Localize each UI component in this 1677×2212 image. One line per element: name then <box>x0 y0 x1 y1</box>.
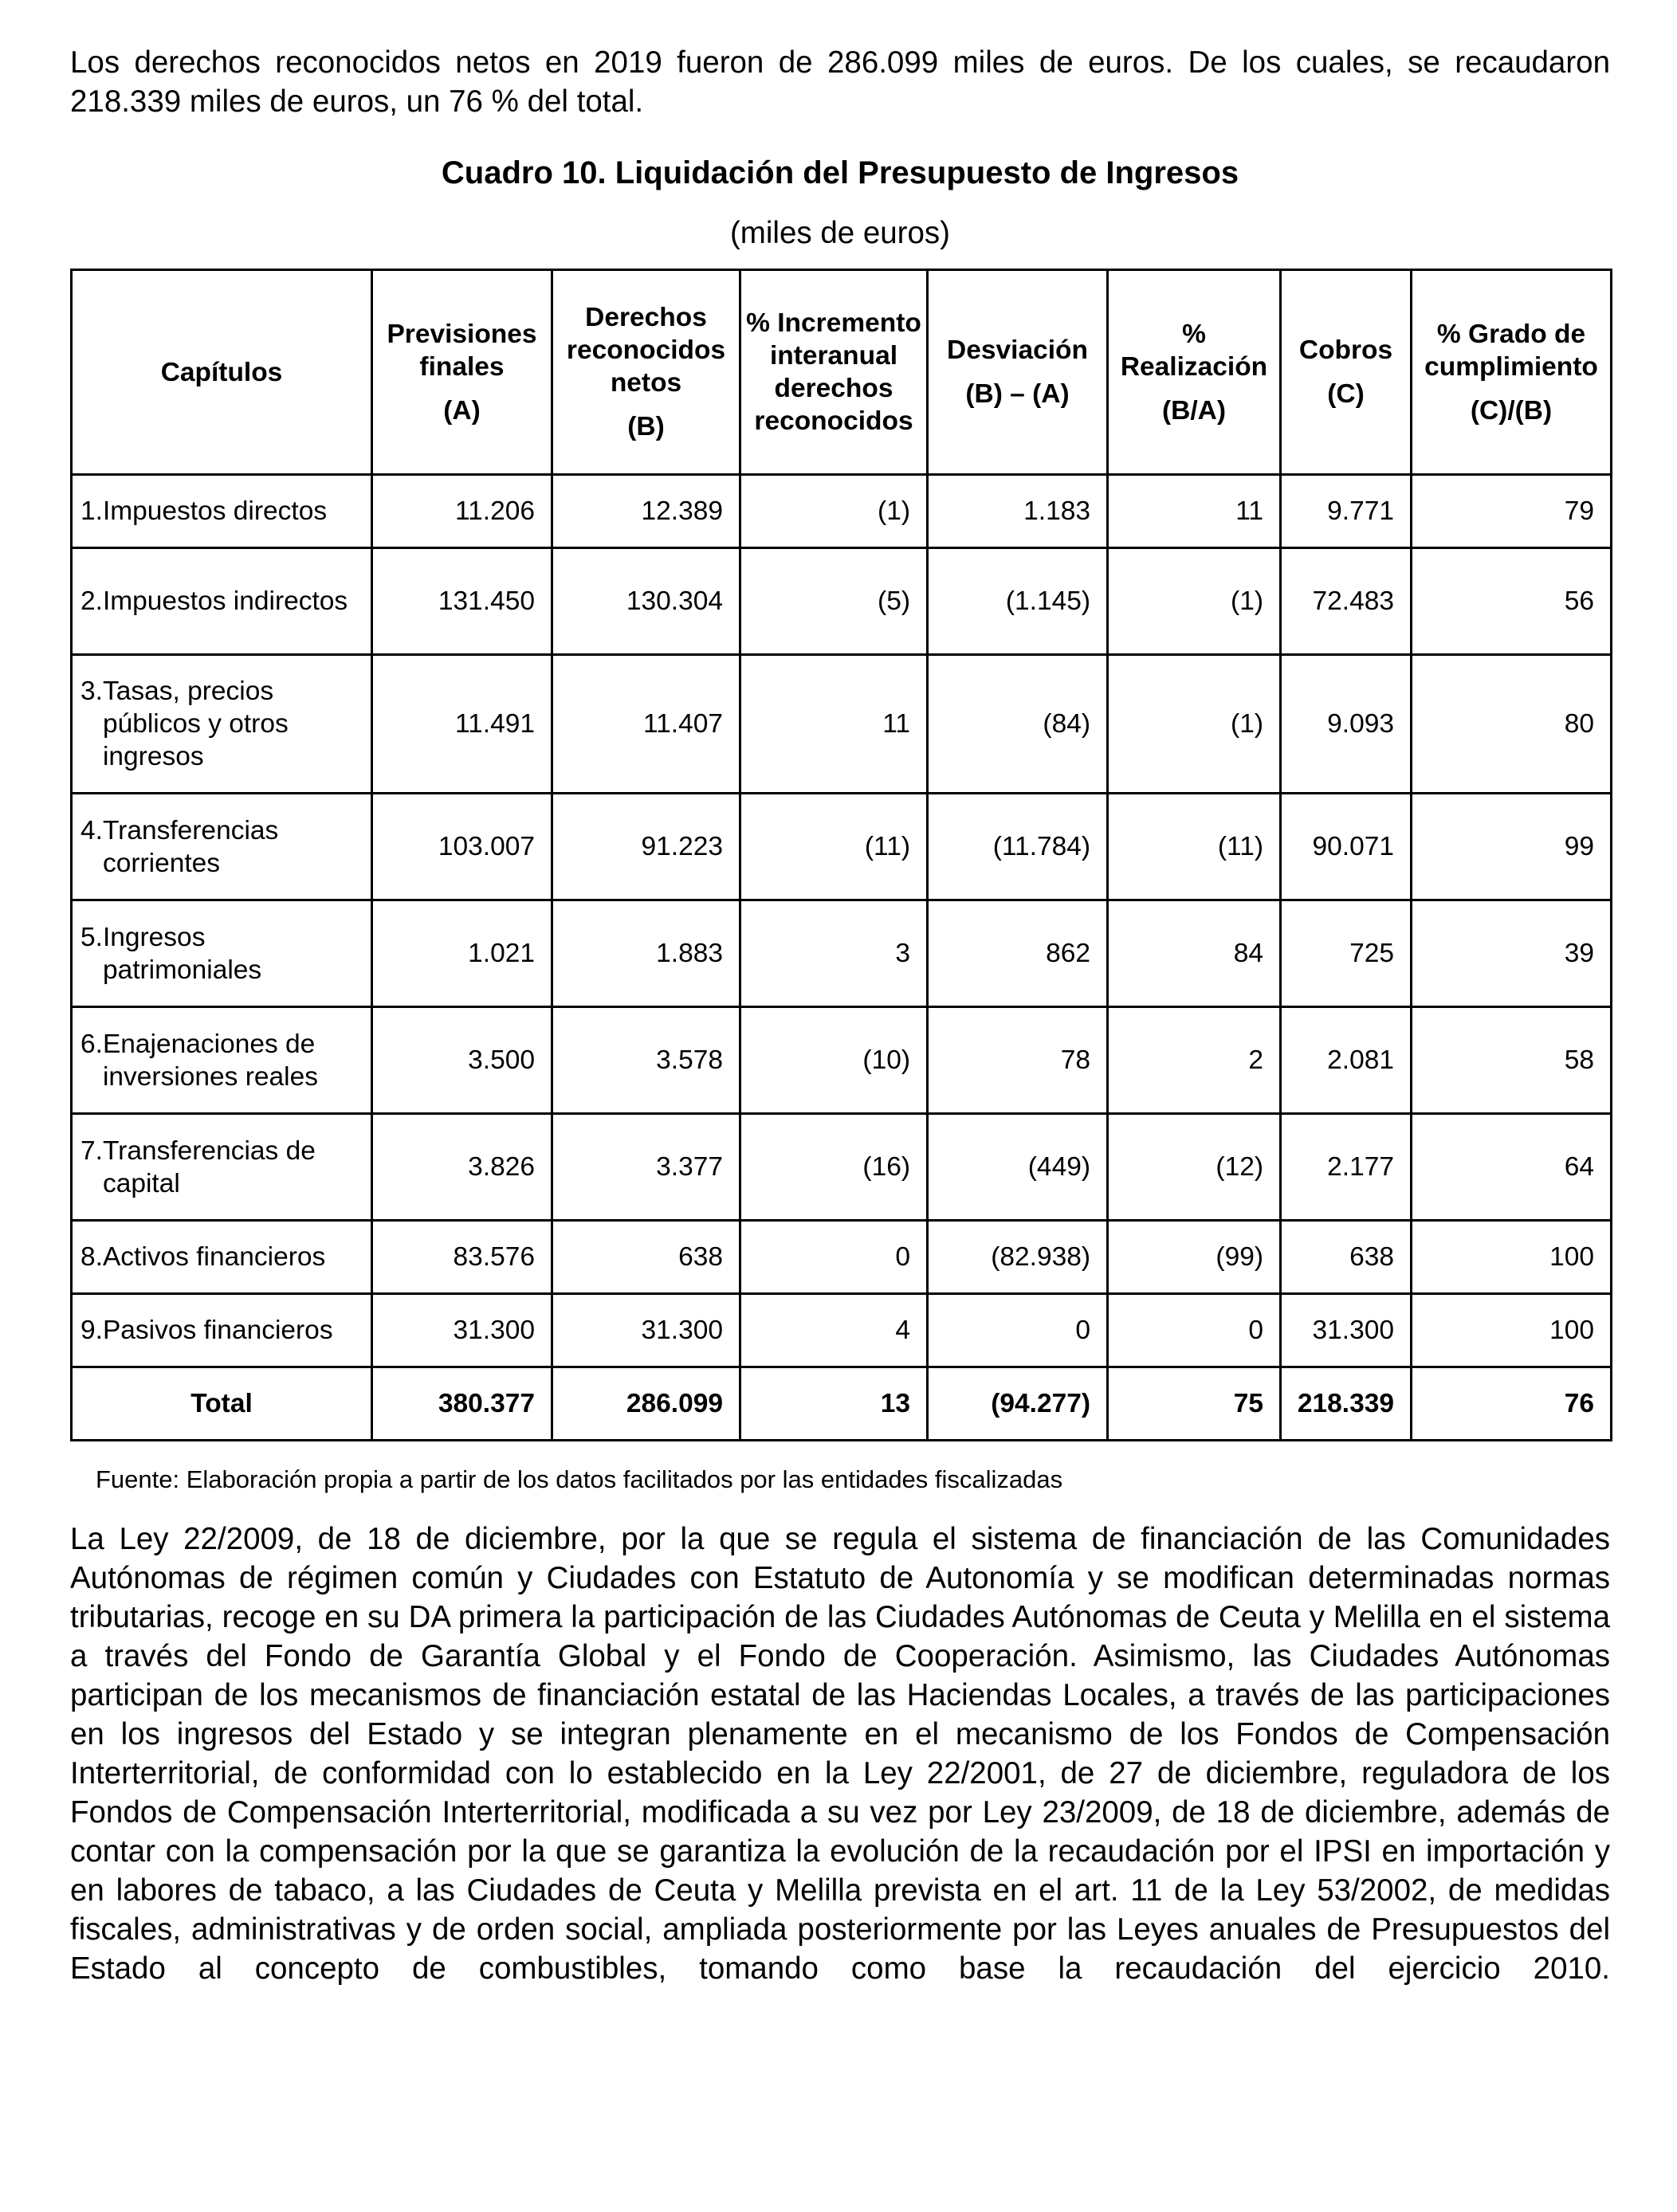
total-previsiones: 380.377 <box>372 1367 552 1441</box>
cell-cobros: 2.177 <box>1281 1114 1412 1221</box>
cell-cobros: 9.771 <box>1281 475 1412 548</box>
cell-derechos: 91.223 <box>552 794 740 900</box>
total-desviacion: (94.277) <box>928 1367 1108 1441</box>
cell-cobros: 2.081 <box>1281 1007 1412 1114</box>
cell-cobros: 638 <box>1281 1221 1412 1294</box>
header-desviacion: Desviación (B) – (A) <box>928 270 1108 475</box>
intro-paragraph: Los derechos reconocidos netos en 2019 fueron de 286.099 miles de euros. De los cuales, se recaudaron 218.339 miles de euros, un 76 % del total. <box>70 45 1610 119</box>
cell-cobros: 9.093 <box>1281 655 1412 794</box>
cell-previsiones: 11.491 <box>372 655 552 794</box>
table-row <box>72 1221 1612 1294</box>
row-label: 2. Impuestos indirectos <box>72 548 372 655</box>
cell-derechos: 130.304 <box>552 548 740 655</box>
cell-desviacion: (84) <box>928 655 1108 794</box>
cell-derechos: 31.300 <box>552 1294 740 1367</box>
cell-realizacion: (1) <box>1108 655 1281 794</box>
cell-derechos: 11.407 <box>552 655 740 794</box>
cell-realizacion: (12) <box>1108 1114 1281 1221</box>
row-label: 7. Transferencias de capital <box>72 1114 372 1221</box>
row-label: 5. Ingresos patrimoniales <box>72 900 372 1007</box>
row-label: 4. Transferencias corrientes <box>72 794 372 900</box>
cell-previsiones: 3.500 <box>372 1007 552 1114</box>
cell-realizacion: (1) <box>1108 548 1281 655</box>
cell-grado: 100 <box>1412 1221 1612 1294</box>
cell-previsiones: 1.021 <box>372 900 552 1007</box>
cell-realizacion: 11 <box>1108 475 1281 548</box>
cell-grado: 99 <box>1412 794 1612 900</box>
cell-incremento: (10) <box>740 1007 928 1114</box>
header-cobros: Cobros (C) <box>1281 270 1412 475</box>
total-incremento: 13 <box>740 1367 928 1441</box>
cell-incremento: 3 <box>740 900 928 1007</box>
cell-previsiones: 83.576 <box>372 1221 552 1294</box>
row-label: 3. Tasas, precios públicos y otros ingresos <box>72 655 372 794</box>
total-realizacion: 75 <box>1108 1367 1281 1441</box>
table-row <box>72 548 1612 655</box>
total-label: Total <box>72 1367 372 1441</box>
cell-desviacion: (82.938) <box>928 1221 1108 1294</box>
budget-table <box>70 269 1612 1441</box>
table-row <box>72 794 1612 900</box>
cell-desviacion: 78 <box>928 1007 1108 1114</box>
header-previsiones: Previsiones finales (A) <box>372 270 552 475</box>
cell-incremento: 4 <box>740 1294 928 1367</box>
table-title: Cuadro 10. Liquidación del Presupuesto de Ingresos <box>441 155 1239 190</box>
cell-desviacion: 1.183 <box>928 475 1108 548</box>
cell-cobros: 725 <box>1281 900 1412 1007</box>
table-row <box>72 475 1612 548</box>
header-capitulos: Capítulos <box>72 270 372 475</box>
row-label: 8. Activos financieros <box>72 1221 372 1294</box>
table-row <box>72 1007 1612 1114</box>
total-grado: 76 <box>1412 1367 1612 1441</box>
cell-grado: 58 <box>1412 1007 1612 1114</box>
cell-grado: 64 <box>1412 1114 1612 1221</box>
cell-desviacion: 0 <box>928 1294 1108 1367</box>
cell-incremento: 0 <box>740 1221 928 1294</box>
table-subtitle: (miles de euros) <box>729 216 950 250</box>
cell-realizacion: 84 <box>1108 900 1281 1007</box>
cell-previsiones: 131.450 <box>372 548 552 655</box>
cell-incremento: (11) <box>740 794 928 900</box>
cell-incremento: (5) <box>740 548 928 655</box>
cell-previsiones: 103.007 <box>372 794 552 900</box>
table-row <box>72 1294 1612 1367</box>
cell-grado: 100 <box>1412 1294 1612 1367</box>
total-derechos: 286.099 <box>552 1367 740 1441</box>
cell-derechos: 638 <box>552 1221 740 1294</box>
row-label: 6. Enajenaciones de inversiones reales <box>72 1007 372 1114</box>
cell-derechos: 12.389 <box>552 475 740 548</box>
table-row <box>72 900 1612 1007</box>
cell-cobros: 72.483 <box>1281 548 1412 655</box>
header-incremento: % Incremento interanual derechos reconocidos <box>740 270 928 475</box>
cell-previsiones: 11.206 <box>372 475 552 548</box>
cell-cobros: 90.071 <box>1281 794 1412 900</box>
cell-grado: 56 <box>1412 548 1612 655</box>
document-page <box>70 43 1610 2027</box>
table-row <box>72 655 1612 794</box>
header-derechos: Derechos reconocidos netos (B) <box>552 270 740 475</box>
cell-desviacion: (449) <box>928 1114 1108 1221</box>
body-paragraph: La Ley 22/2009, de 18 de diciembre, por la que se regula el sistema de financiación de las Comunidades Autónomas de régimen común y Ciudades con Estatuto de Autonomía y se modifican determinadas normas tributarias, recoge en su DA primera la participación de las Ciudades Autónomas de Ceuta y Melilla en el sistema a través del Fondo de Garantía Global y el Fondo de Cooperación. Asimismo, las Ciudades Autónomas participan de los mecanismos de financiación estatal de las Haciendas Locales, a través de las participaciones en los ingresos del Estado y se integran plenamente en el mecanismo de los Fondos de Compensación Interterritorial, de conformidad con lo establecido en la Ley 22/2001, de 27 de diciembre, reguladora de los Fondos de Compensación Interterritorial, modificada a su vez por Ley 23/2009, de 18 de diciembre, además de contar con la compensación por la que se garantiza la evolución de la recaudación por el IPSI en importación y en labores de tabaco, a las Ciudades de Ceuta y Melilla prevista en el art. 11 de la Ley 53/2002, de medidas fiscales, administrativas y de orden social, ampliada posteriormente por las Leyes anuales de Presupuestos del Estado al concepto de combustibles, tomando como base la recaudación del ejercicio 2010. <box>70 1522 1610 1986</box>
cell-incremento: (16) <box>740 1114 928 1221</box>
cell-incremento: 11 <box>740 655 928 794</box>
cell-realizacion: 2 <box>1108 1007 1281 1114</box>
row-label: 9. Pasivos financieros <box>72 1294 372 1367</box>
total-cobros: 218.339 <box>1281 1367 1412 1441</box>
cell-desviacion: (1.145) <box>928 548 1108 655</box>
cell-previsiones: 3.826 <box>372 1114 552 1221</box>
cell-incremento: (1) <box>740 475 928 548</box>
cell-cobros: 31.300 <box>1281 1294 1412 1367</box>
header-row <box>72 270 1612 475</box>
cell-derechos: 3.578 <box>552 1007 740 1114</box>
row-label: 1. Impuestos directos <box>72 475 372 548</box>
header-grado: % Grado de cumplimiento (C)/(B) <box>1412 270 1612 475</box>
cell-realizacion: 0 <box>1108 1294 1281 1367</box>
cell-derechos: 3.377 <box>552 1114 740 1221</box>
cell-grado: 79 <box>1412 475 1612 548</box>
table-row <box>72 1114 1612 1221</box>
cell-previsiones: 31.300 <box>372 1294 552 1367</box>
cell-realizacion: (99) <box>1108 1221 1281 1294</box>
cell-derechos: 1.883 <box>552 900 740 1007</box>
total-row <box>72 1367 1612 1441</box>
cell-grado: 39 <box>1412 900 1612 1007</box>
cell-realizacion: (11) <box>1108 794 1281 900</box>
cell-desviacion: (11.784) <box>928 794 1108 900</box>
cell-grado: 80 <box>1412 655 1612 794</box>
source-note: Fuente: Elaboración propia a partir de los datos facilitados por las entidades fiscalizadas <box>96 1465 1063 1493</box>
header-realizacion: % Realización (B/A) <box>1108 270 1281 475</box>
cell-desviacion: 862 <box>928 900 1108 1007</box>
